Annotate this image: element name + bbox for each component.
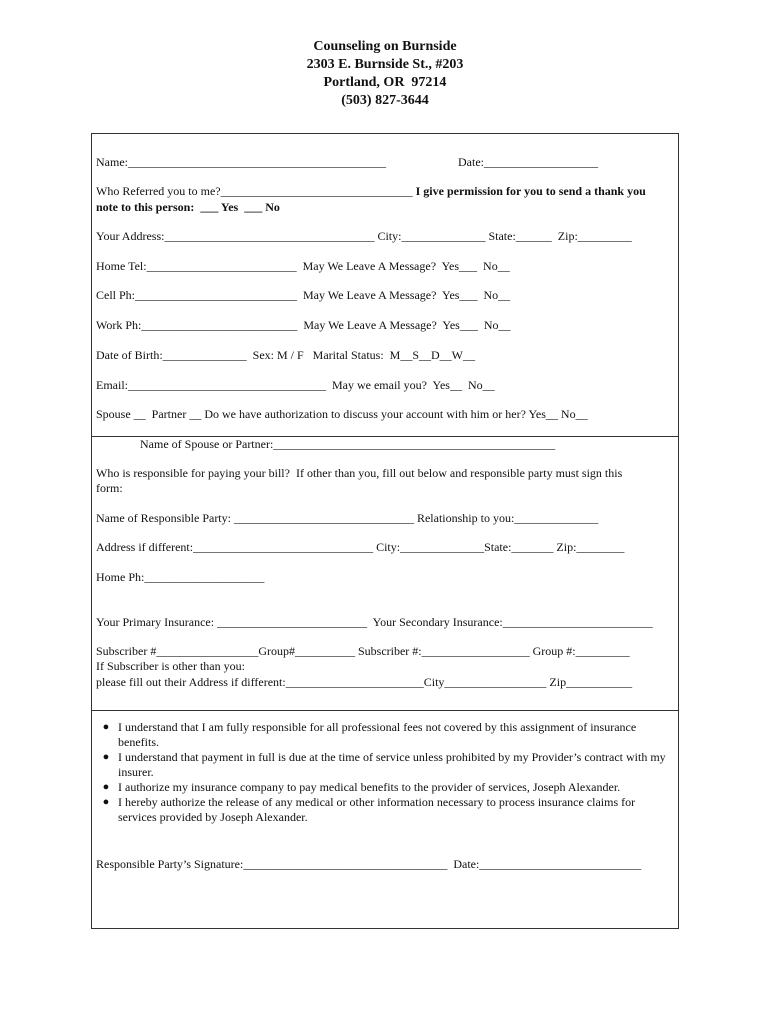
responsible-question-line2: form: [96,481,123,495]
org-address-line1: 2303 E. Burnside St., #203 [306,57,464,72]
responsible-question-line1: Who is responsible for paying your bill? If other than you, fill out below and responsible party must sign this [96,466,623,480]
bullet-icon: ● [102,796,110,808]
referred-by-field[interactable] [96,184,646,199]
bullet-icon: ● [102,751,110,763]
signature-field[interactable]: Responsible Party’s Signature:__________________________________ Date:___________________________ [96,857,642,871]
thank-you-permission-options[interactable]: note to this person: ___ Yes ___ No [96,200,280,214]
address-field[interactable]: Your Address:___________________________________ City:______________ State:______ Zip:_________ [96,229,632,243]
org-address-line2: Portland, OR 97214 [323,75,447,90]
list-item: ● I understand that payment in full is due at the time of service unless prohibited by my Provider’s contract with my insurer. [94,750,676,780]
email-field[interactable]: Email:_________________________________ May we email you? Yes__ No__ [96,378,495,392]
cell-phone-field[interactable]: Cell Ph:___________________________ May We Leave A Message? Yes___ No__ [96,288,511,302]
intake-form-box [91,133,679,929]
spouse-authorization-field[interactable]: Spouse __ Partner __ Do we have authorization to discuss your account with him or her? Yes__ No__ [96,407,588,421]
list-item: ● I authorize my insurance company to pay medical benefits to the provider of services, Joseph Alexander. [94,780,676,795]
list-item: ● I hereby authorize the release of any medical or other information necessary to process insurance claims for services provided by Joseph Alexander. [94,795,676,825]
thank-you-permission-text: I give permission for you to send a thank you [412,184,646,198]
bullet-icon: ● [102,781,110,793]
home-tel-field[interactable]: Home Tel:_________________________ May We Leave A Message? Yes___ No__ [96,259,510,273]
if-subscriber-label: If Subscriber is other than you: [96,659,245,673]
authorization-list [94,720,676,825]
responsible-party-field[interactable]: Name of Responsible Party: ______________________________ Relationship to you:______________ [96,511,599,525]
name-field[interactable]: Name:___________________________________________ [96,155,386,169]
section-divider [92,710,678,711]
subscriber-address-field[interactable]: please fill out their Address if different:_______________________City_________________ Zip___________ [96,675,633,689]
org-phone: (503) 827-3644 [341,93,429,108]
dob-sex-marital-field[interactable]: Date of Birth:______________ Sex: M / F Marital Status: M__S__D__W__ [96,348,475,362]
work-phone-field[interactable]: Work Ph:__________________________ May We Leave A Message? Yes___ No__ [96,318,511,332]
list-item: ● I understand that I am fully responsible for all professional fees not covered by this assignment of insurance benefits. [94,720,676,750]
form-header [0,38,770,110]
date-field[interactable]: Date:___________________ [458,155,598,169]
referred-by-label: Who Referred you to me?________________________________ [96,184,413,198]
bullet-icon: ● [102,721,110,733]
org-name: Counseling on Burnside [313,39,457,54]
address-if-different-field[interactable]: Address if different:______________________________ City:______________State:_______ Zip:________ [96,540,625,554]
spouse-name-field[interactable]: Name of Spouse or Partner:_______________________________________________ [140,437,556,451]
home-phone-field[interactable]: Home Ph:____________________ [96,570,265,584]
insurance-field[interactable]: Your Primary Insurance: _________________________ Your Secondary Insurance:_________________________ [96,615,653,629]
subscriber-group-field[interactable]: Subscriber #_________________Group#__________ Subscriber #:__________________ Group #:_________ [96,644,630,658]
